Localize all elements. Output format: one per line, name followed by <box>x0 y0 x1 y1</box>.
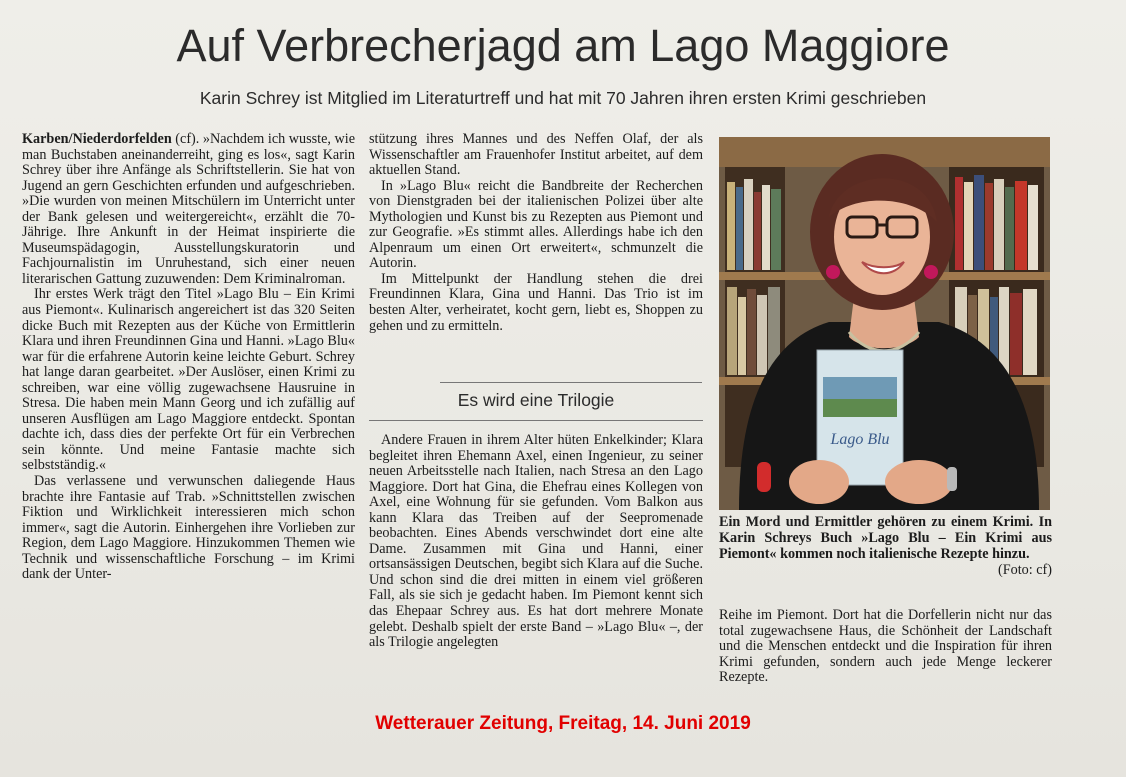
photo-caption <box>719 514 1052 578</box>
article-subheadline: Karin Schrey ist Mitglied im Literaturtreff und hat mit 70 Jahren ihren ersten Krimi geschrieben <box>199 88 927 108</box>
paragraph-6: Im Mittelpunkt der Handlung stehen die drei Freundinnen Klara, Gina und Hanni. Das Trio ist im besten Alter, verheiratet, kocht gern, liebt es, Shoppen zu gehen und zu ermitteln. <box>369 270 703 334</box>
photo-credit: (Foto: cf) <box>998 562 1052 578</box>
author-photo-illustration <box>719 137 1050 510</box>
paragraph-5: In »Lago Blu« reicht die Bandbreite der Recherchen von Dienstgraden bei der italienischen Polizei über alte Mythologien und Kunst bis zu Rezepten aus Piemont und zur Geografie. »Es stimmt alles. Allerdings habe ich den Alpenraum um einen Ort erweitert«, schmunzelt die Autorin. <box>369 177 703 272</box>
paragraph-1-text: (cf). »Nachdem ich wusste, wie man Buchstaben aneinanderreiht, ging es los«, sagt Karin Schrey über ihre Anfänge als Schriftstellerin. Sie hat von Jugend an gern Geschichten erfunden und aufgeschrieben. »Die wurden von meinen Mitschülern im Unterricht unter der Bank gelesen und weitergereicht«, erzählt die 70-Jährige. Ihre Ankunft in der Heimat inspirierte die Museumspädagogin, Ausstellungskuratorin und Fachjournalistin im Unruhestand, sich einer neuen literarischen Gattung zuzuwenden: Dem Kriminalroman. <box>22 131 355 287</box>
dateline: Karben/Niederdorfelden <box>22 131 172 147</box>
article-column-2-continued <box>369 433 703 651</box>
article-column-2 <box>369 132 703 334</box>
article-column-3 <box>719 608 1052 686</box>
article-headline: Auf Verbrecherjagd am Lago Maggiore <box>176 20 950 71</box>
paragraph-3: Das verlassene und verwunschen daliegende Haus brachte ihre Fantasie auf Trab. »Schnittstellen zwischen Fiktion und Wirklichkeit interessieren mich schon immer«, sagt die Autorin. Einhergehen ihre Vorlieben zur Region, dem Lago Maggiore. Hinzukommen Themen wie Technik und wissenschaftliche Forschung – im Krimi dank der Unter- <box>22 473 355 583</box>
article-column-1 <box>22 132 355 583</box>
caption-text: Ein Mord und Ermittler gehören zu einem Krimi. In Karin Schreys Buch »Lago Blu – Ein Krimi aus Piemont« kommen noch italienische Rezepte hinzu. <box>719 514 1052 562</box>
paragraph-1 <box>22 132 355 287</box>
source-line: Wetterauer Zeitung, Freitag, 14. Juni 2019 <box>375 713 751 734</box>
paragraph-2: Ihr erstes Werk trägt den Titel »Lago Blu – Ein Krimi aus Piemont«. Kulinarisch angereichert ist das 320 Seiten dicke Buch mit Rezepten aus der Küche von Ermittlerin Klara und ihren Freundinnen Gina und Hanni. »Lago Blu« war für die erfahrene Autorin keine leichte Geburt. Schrey hat lange daran gearbeitet. »Der Auslöser, einen Krimi zu schreiben, war eine völlig zugewachsene Hausruine in Stresa. Die haben mein Mann Georg und ich zufällig auf unseren Ausflügen am Lago Maggiore entdeckt. Spontan dachte ich, dass dies der perfekte Ort für ein Verbrechen sein könnte. Und meine Fantasie machte sich selbstständig.« <box>22 286 355 474</box>
author-photo <box>719 137 1050 510</box>
crosshead: Es wird eine Trilogie <box>457 390 615 410</box>
paragraph-7: Andere Frauen in ihrem Alter hüten Enkelkinder; Klara begleitet ihren Ehemann Axel, einen Ingenieur, zu seiner neuen Arbeitsstelle nach Italien, nach Stresa an den Lago Maggiore. Dort hat Gina, die Ehefrau eines Kollegen von Axel, eine Wohnung für sie gefunden. Vom Balkon aus kann Klara das Treiben auf der Seepromenade beobachten. Eines Abends verschwindet dort eine alte Dame. Zusammen mit Gina und Hanni, einer ortsansässigen Deutschen, begibt sich Klara auf die Suche. Und schon sind die drei mitten in einem viel größeren Fall, als sie sich je gedacht haben. Im Piemont kennt sich das Ehepaar Schrey aus. Es hat dort mehrere Monate gelebt. Deshalb spielt der erste Band – »Lago Blu« –, der als Trilogie angelegten <box>369 432 703 651</box>
book-title-text: Lago Blu <box>830 431 890 448</box>
paragraph-8: Reihe im Piemont. Dort hat die Dorfellerin nicht nur das total zugewachsene Haus, die Schönheit der Landschaft und die Menschen entdeckt und die Inspiration für ihren Krimi gefunden, sondern auch jede Menge leckerer Rezepte. <box>719 607 1052 686</box>
crosshead-rule-top <box>440 382 702 383</box>
paragraph-4: stützung ihres Mannes und des Neffen Olaf, der als Wissenschaftler am Frauenhofer Institut arbeitet, auf dem aktuellen Stand. <box>369 131 703 179</box>
crosshead-rule-bottom <box>369 420 703 421</box>
